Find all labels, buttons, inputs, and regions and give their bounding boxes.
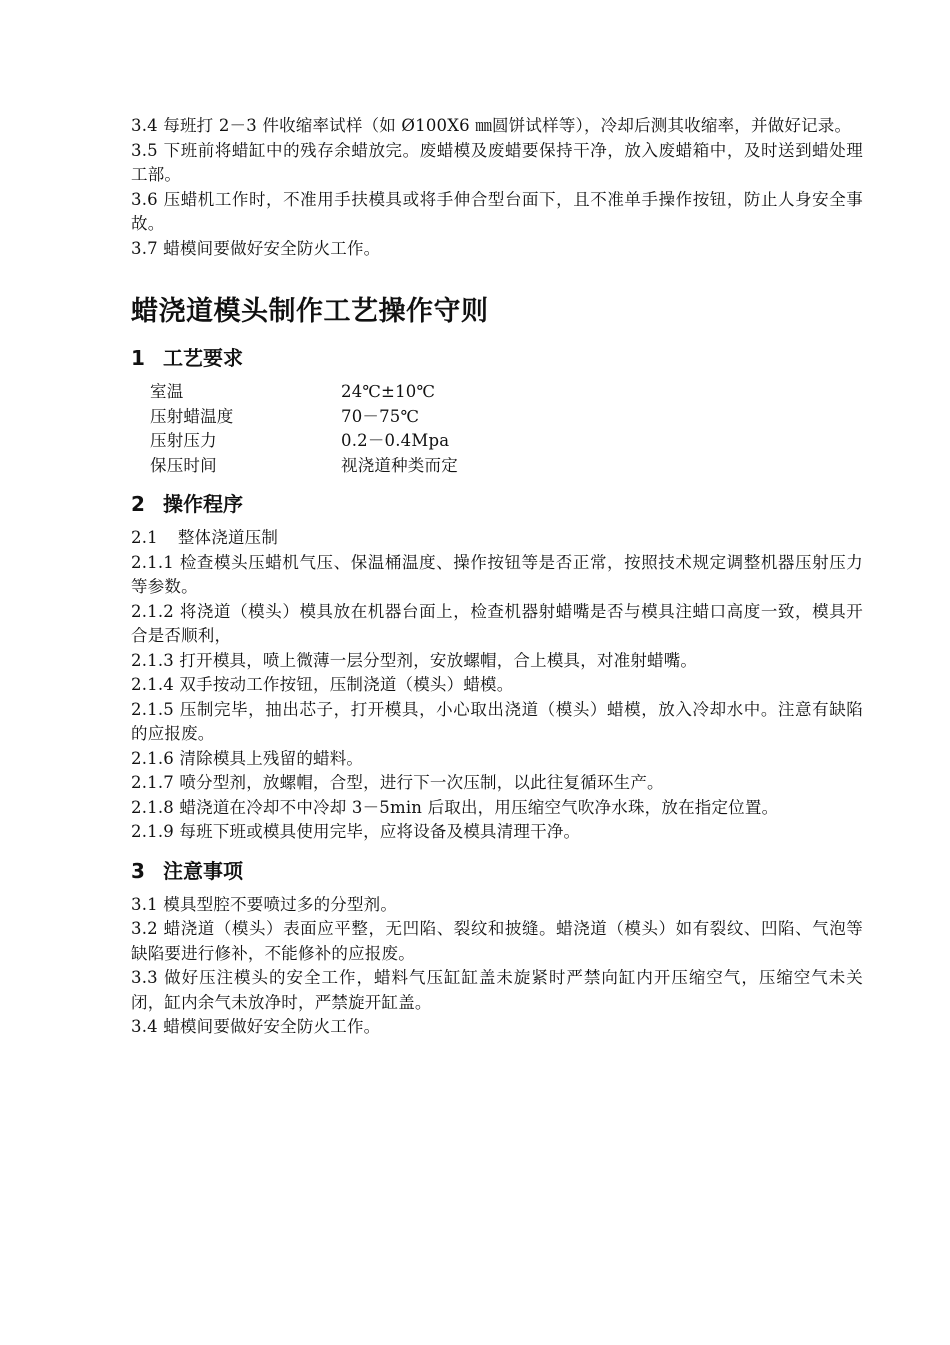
subsection-title: 整体浇道压制 bbox=[177, 528, 279, 547]
parameter-value: 视浇道种类而定 bbox=[341, 455, 458, 475]
subsection-number: 2.1 bbox=[131, 528, 158, 547]
section-2 bbox=[131, 490, 863, 845]
document-page bbox=[131, 114, 863, 1040]
note-3-4: 3.4 蜡模间要做好安全防火工作。 bbox=[131, 1017, 381, 1036]
note-3-1: 3.1 模具型腔不要喷过多的分型剂。 bbox=[131, 894, 398, 914]
section-2-title: 操作程序 bbox=[163, 492, 243, 516]
section-1-title: 工艺要求 bbox=[163, 346, 243, 370]
parameter-name: 室温 bbox=[150, 382, 184, 401]
section-1-heading bbox=[131, 344, 863, 372]
section-2-heading bbox=[131, 490, 863, 518]
continuation-block bbox=[131, 114, 863, 261]
note-3-3: 3.3 做好压注模头的安全工作，蜡料气压缸缸盖未旋紧时严禁向缸内开压缩空气，压缩空气未关闭，缸内余气未放净时，严禁旋开缸盖。 bbox=[131, 968, 863, 1012]
subsection-2-1-heading bbox=[131, 526, 863, 551]
step-2-1-3: 2.1.3 打开模具，喷上微薄一层分型剂，安放螺帽，合上模具，对准射蜡嘴。 bbox=[131, 650, 698, 670]
parameter-row bbox=[150, 429, 863, 454]
parameter-row bbox=[150, 454, 863, 479]
section-3 bbox=[131, 857, 863, 1040]
section-1-number: 1 bbox=[131, 346, 145, 370]
step-2-1-8: 2.1.8 蜡浇道在冷却不中冷却 3－5min 后取出，用压缩空气吹净水珠，放在指定位置。 bbox=[131, 797, 779, 817]
paragraph-3-4: 3.4 每班打 2－3 件收缩率试样（如 Ø100X6 ㎜圆饼试样等），冷却后测其收缩率，并做好记录。 bbox=[131, 116, 852, 135]
document-title: 蜡浇道模头制作工艺操作守则 bbox=[131, 296, 489, 327]
section-2-number: 2 bbox=[131, 492, 145, 516]
paragraph-3-5: 3.5 下班前将蜡缸中的残存余蜡放完。废蜡模及废蜡要保持干净，放入废蜡箱中，及时送到蜡处理工部。 bbox=[131, 140, 863, 184]
parameter-row bbox=[150, 405, 863, 430]
section-3-heading bbox=[131, 857, 863, 885]
section-1 bbox=[131, 344, 863, 478]
paragraph-3-7: 3.7 蜡模间要做好安全防火工作。 bbox=[131, 238, 381, 258]
parameter-name: 保压时间 bbox=[150, 455, 217, 475]
process-parameters bbox=[150, 380, 863, 478]
section-3-title: 注意事项 bbox=[163, 858, 243, 883]
step-2-1-5: 2.1.5 压制完毕，抽出芯子，打开模具，小心取出浇道（模头）蜡模，放入冷却水中。注意有缺陷的应报废。 bbox=[131, 699, 863, 743]
parameter-name: 压射压力 bbox=[150, 431, 217, 450]
section-3-number: 3 bbox=[131, 858, 145, 883]
step-2-1-1: 2.1.1 检查模头压蜡机气压、保温桶温度、操作按钮等是否正常，按照技术规定调整机器压射压力等参数。 bbox=[131, 552, 863, 596]
parameter-row bbox=[150, 380, 863, 405]
parameter-value: 24℃±10℃ bbox=[341, 382, 436, 401]
step-2-1-6: 2.1.6 清除模具上残留的蜡料。 bbox=[131, 748, 364, 768]
parameter-value: 0.2－0.4Mpa bbox=[341, 431, 450, 450]
step-2-1-7: 2.1.7 喷分型剂，放螺帽，合型，进行下一次压制，以此往复循环生产。 bbox=[131, 773, 664, 792]
paragraph-3-6: 3.6 压蜡机工作时，不准用手扶模具或将手伸合型台面下，且不准单手操作按钮，防止人身安全事故。 bbox=[131, 189, 863, 233]
note-3-2: 3.2 蜡浇道（模头）表面应平整，无凹陷、裂纹和披缝。蜡浇道（模头）如有裂纹、凹陷、气泡等缺陷要进行修补，不能修补的应报废。 bbox=[131, 919, 863, 963]
step-2-1-4: 2.1.4 双手按动工作按钮，压制浇道（模头）蜡模。 bbox=[131, 675, 514, 694]
parameter-value: 70－75℃ bbox=[341, 406, 420, 426]
step-2-1-9: 2.1.9 每班下班或模具使用完毕，应将设备及模具清理干净。 bbox=[131, 822, 581, 841]
step-2-1-2: 2.1.2 将浇道（模头）模具放在机器台面上，检查机器射蜡嘴是否与模具注蜡口高度一致，模具开合是否顺利， bbox=[131, 601, 863, 645]
parameter-name: 压射蜡温度 bbox=[150, 406, 234, 426]
